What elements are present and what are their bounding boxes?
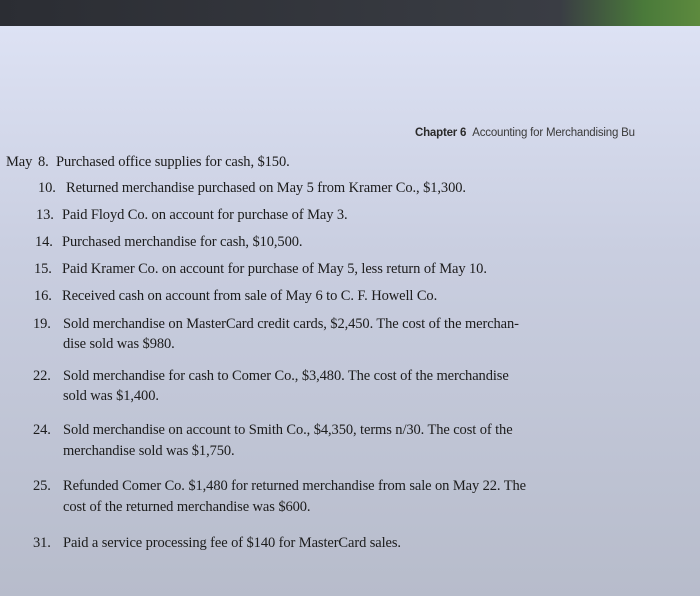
entry-day: 24. [33,422,51,438]
entry-may-25-continued: cost of the returned merchandise was $600. [63,499,311,515]
chapter-title: Accounting for Merchandising Bu [472,127,635,139]
entry-may-16 [34,288,437,305]
entry-text: Paid Kramer Co. on account for purchase of May 5, less return of May 10. [62,261,487,277]
entry-day: 31. [33,535,51,551]
entry-day: 25. [33,478,51,494]
chapter-label: Chapter 6 [415,127,467,139]
entry-day: 10. [38,180,56,196]
month-label: May [6,154,33,170]
entry-text: Sold merchandise on MasterCard credit cards, $2,450. The cost of the merchan- [63,316,519,332]
entry-text: Purchased merchandise for cash, $10,500. [62,234,303,250]
entry-may-14 [35,234,302,251]
entry-may-19 [33,316,519,333]
entry-may-24 [33,422,513,439]
entry-day: 16. [34,288,52,304]
entry-text: Returned merchandise purchased on May 5 from Kramer Co., $1,300. [66,180,466,196]
entry-day: 14. [35,234,53,250]
entry-may-19-continued: dise sold was $980. [63,336,175,352]
entry-day: 8. [38,154,49,170]
dark-top-edge [0,0,700,26]
entry-day: 22. [33,368,51,384]
entry-may-15 [34,261,487,278]
entry-text: Sold merchandise for cash to Comer Co., $3,480. The cost of the merchandise [63,368,509,384]
entry-may-24-continued: merchandise sold was $1,750. [63,443,235,459]
entry-may-22 [33,368,509,385]
textbook-page [0,26,700,596]
entry-may-25 [33,478,526,495]
entry-text: Paid a service processing fee of $140 for MasterCard sales. [63,535,401,551]
entry-may-31 [33,535,401,552]
entry-text: Purchased office supplies for cash, $150. [56,154,290,170]
entry-may-10 [38,180,466,197]
entry-may-13 [36,207,348,224]
entry-text: Refunded Comer Co. $1,480 for returned merchandise from sale on May 22. The [63,478,526,494]
running-header [415,127,635,139]
entry-text: Sold merchandise on account to Smith Co., $4,350, terms n/30. The cost of the [63,422,513,438]
entry-day: 13. [36,207,54,223]
entry-day: 19. [33,316,51,332]
entry-text: Received cash on account from sale of May 6 to C. F. Howell Co. [62,288,438,304]
entry-text: Paid Floyd Co. on account for purchase of May 3. [62,207,348,223]
entry-day: 15. [34,261,52,277]
entry-may-8 [6,154,290,171]
entry-may-22-continued: sold was $1,400. [63,388,159,404]
